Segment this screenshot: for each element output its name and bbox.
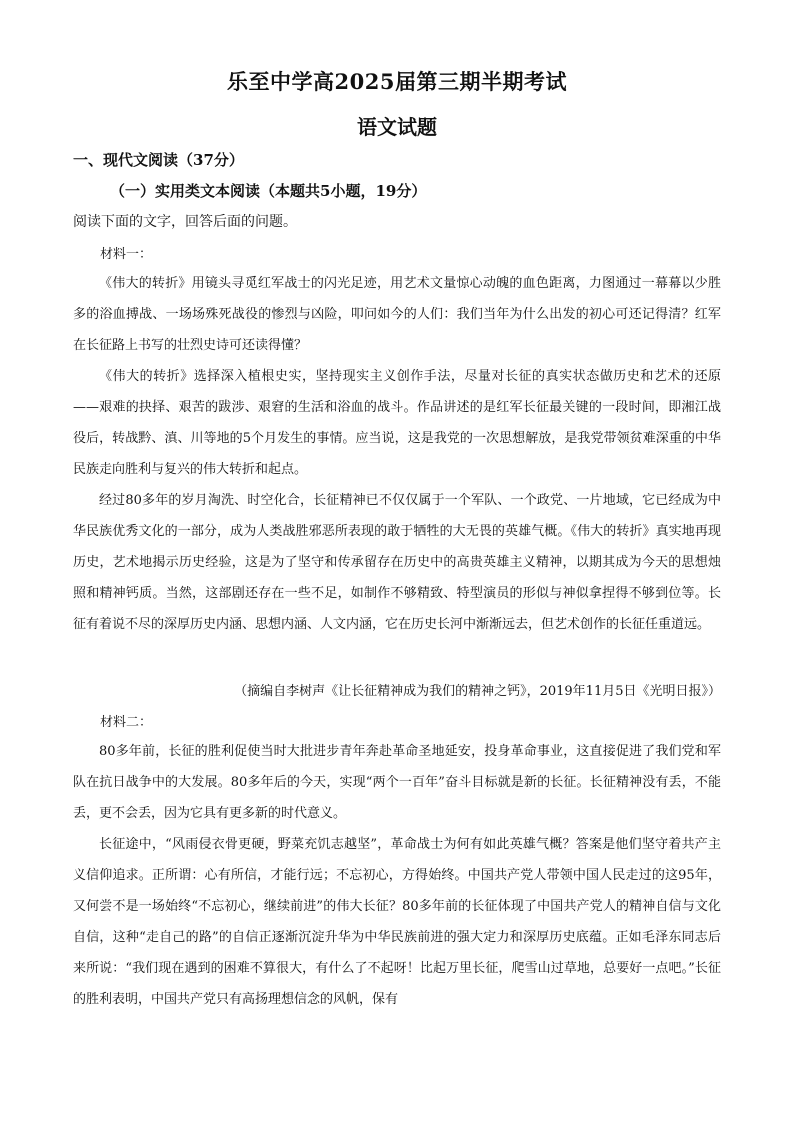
paragraph: 经过80多年的岁月淘洗、时空化合，长征精神已不仅仅属于一个军队、一个政党、一片地域，它已经成为中华民族优秀文化的一部分，成为人类战胜邪恶所表现的敢于牺牲的大无畏的英雄气概。《伟大的转折》真实地再现历史，艺术地揭示历史经验，这是为了坚守和传承留存在历史中的高贵英雄主义精神，以期其成为今天的思想烛照和精神钙质。当然，这部剧还存在一些不足，如制作不够精致、特型演员的形似与神似拿捏得不够到位等。长征有着说不尽的深厚历史内涵、思想内涵、人文内涵，它在历史长河中渐渐远去，但艺术创作的长征任重道远。 (73, 493, 721, 632)
page-subtitle: 语文试题 (357, 115, 437, 139)
material2-label: 材料二： (100, 715, 153, 730)
source-citation: （摘编自李树声《让长征精神成为我们的精神之钙》，2019年11月5日《光明日报》） (234, 684, 721, 699)
material1-label: 材料一： (100, 247, 153, 262)
paragraph: 《伟大的转折》用镜头寻觅红军战士的闪光足迹，用艺术文量惊心动魄的血色距离，力图通过一幕幕以少胜多的浴血搏战、一场场殊死战役的惨烈与凶险，叩问如今的人们：我们当年为什么出发的初心可还记得清？红军在长征路上书写的壮烈史诗可还读得懂？ (73, 276, 721, 353)
subsection-heading: （一）实用类文本阅读（本题共5小题，19分） (110, 182, 427, 200)
paragraph: 《伟大的转折》选择深入植根史实，坚持现实主义创作手法，尽量对长征的真实状态做历史和艺术的还原——艰难的抉择、艰苦的跋涉、艰窘的生活和浴血的战斗。作品讲述的是红军长征最关键的一段时间，即湘江战役后，转战黔、滇、川等地的5个月发生的事情。应当说，这是我党的一次思想解放，是我党带领贫难深重的中华民族走向胜利与复兴的伟大转折和起点。 (73, 369, 721, 477)
material2-body (73, 736, 721, 1015)
section-heading: 一、现代文阅读（37分） (73, 151, 244, 169)
page-title: 乐至中学高2025届第三期半期考试 (227, 69, 567, 94)
material1-body (73, 268, 721, 640)
paragraph: 长征途中，“风雨侵衣骨更硬，野菜充饥志越坚”，革命战士为何有如此英雄气概？答案是他们坚守着共产主义信仰追求。正所谓：心有所信，才能行远；不忘初心，方得始终。中国共产党人带领中国人民走过的这95年，又何尝不是一场始终“不忘初心，继续前进”的伟大长征？80多年前的长征体现了中国共产党人的精神自信与文化自信，这种“走自己的路”的自信正逐渐沉淀升华为中华民族前进的强大定力和深厚历史底蕴。正如毛泽东同志后来所说：“我们现在遇到的困难不算很大，有什么了不起呀！比起万里长征，爬雪山过草地，总要好一点吧。”长征的胜利表明，中国共产党只有高扬理想信念的风帆，保有 (73, 837, 721, 1007)
paragraph: 80多年前，长征的胜利促使当时大批进步青年奔赴革命圣地延安，投身革命事业，这直接促进了我们党和军队在抗日战争中的大发展。80多年后的今天，实现“两个一百年”奋斗目标就是新的长征。长征精神没有丢，不能丢，更不会丢，因为它具有更多新的时代意义。 (73, 744, 721, 821)
instruction-text: 阅读下面的文字，回答后面的问题。 (73, 214, 297, 230)
